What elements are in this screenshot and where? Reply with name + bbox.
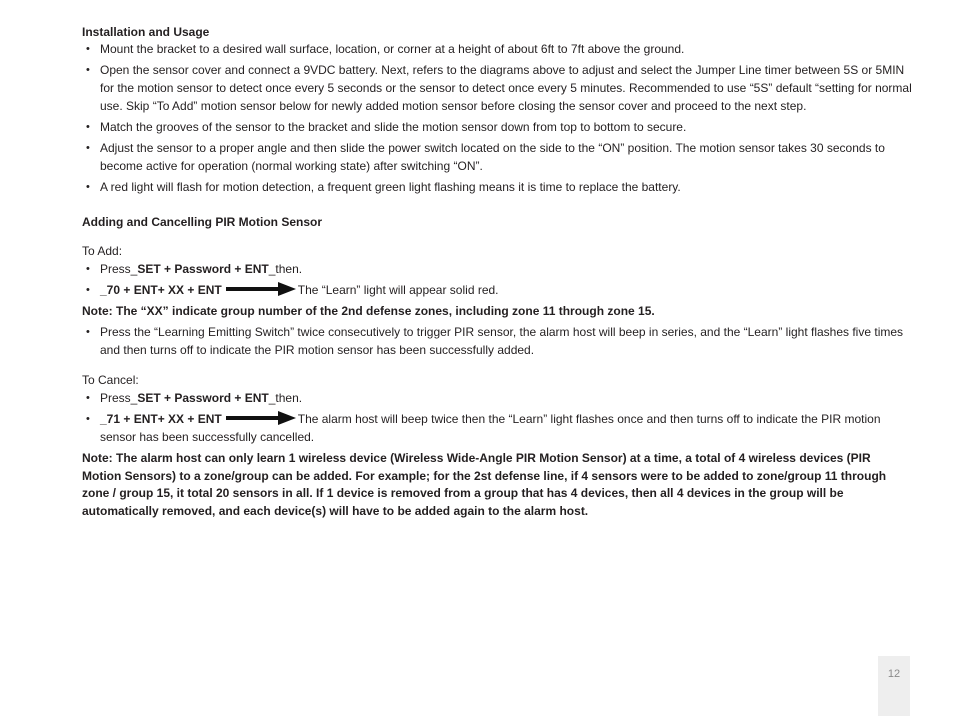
arrow-right-icon <box>226 411 296 425</box>
press-keys: SET + Password + ENT <box>137 262 269 276</box>
list-item: • Match the grooves of the sensor to the bracket and slide the motion sensor down from top to bottom to secure. <box>82 118 912 136</box>
list-item <box>82 281 912 299</box>
pir-heading: Adding and Cancelling PIR Motion Sensor <box>82 215 323 229</box>
press-keys: SET + Password + ENT <box>137 391 269 405</box>
final-note: Note: The alarm host can only learn 1 wireless device (Wireless Wide-Angle PIR Motion Sensor) at a time, a total of 4 wireless devices (PIR Motion Sensors) to a zone/group can be added. For example; for the 2st defense line, if 4 sensors were to be added to zone/group 11 through zone / group 15, it total 20 sensors in all. If 1 device is removed from a group that has 4 devices, then all 4 devices in the group will be automatically removed, and each device(s) will have to be added again to the alarm host. <box>82 451 887 518</box>
installation-heading: Installation and Usage <box>82 25 210 39</box>
document-page <box>82 24 912 520</box>
to-cancel-label: To Cancel: <box>82 373 139 387</box>
cancel-code-result: The alarm host will beep twice then the “Learn” light flashes once and then turns off to indicate the PIR motion sensor has been successfully cancelled. <box>100 412 881 444</box>
xx-note: Note: The “XX” indicate group number of the 2nd defense zones, including zone 11 through zone 15. <box>82 304 655 318</box>
list-item: • Press the “Learning Emitting Switch” twice consecutively to trigger PIR sensor, the alarm host will beep in series, and the “Learn” light flashes five times and then turns off to indicate the PIR motion sensor has been successfully added. <box>82 323 912 359</box>
list-item: • Adjust the sensor to a proper angle and then slide the power switch located on the side to the “ON” position. The motion sensor takes 30 seconds to become active for operation (normal working state) after switching “ON”. <box>82 139 912 175</box>
add-code: _70 + ENT+ XX + ENT <box>100 283 222 297</box>
arrow-right-icon <box>226 282 296 296</box>
list-item <box>82 389 912 407</box>
list-item: • Mount the bracket to a desired wall surface, location, or corner at a height of about 6ft to 7ft above the ground. <box>82 40 912 58</box>
add-list <box>82 260 912 299</box>
press-prefix: Press_ <box>100 391 138 405</box>
list-item <box>82 260 912 278</box>
list-item: • A red light will flash for motion detection, a frequent green light flashing means it is time to replace the battery. <box>82 178 912 196</box>
page-number: 12 <box>878 656 910 716</box>
cancel-list <box>82 389 912 446</box>
installation-list <box>82 40 912 196</box>
press-suffix: _then. <box>268 262 303 276</box>
add-code-result: The “Learn” light will appear solid red. <box>297 283 499 297</box>
trigger-list <box>82 323 912 359</box>
press-suffix: _then. <box>268 391 303 405</box>
pir-section <box>82 214 912 520</box>
to-add-label: To Add: <box>82 244 123 258</box>
cancel-code: _71 + ENT+ XX + ENT <box>100 412 222 426</box>
list-item <box>82 410 912 446</box>
press-prefix: Press_ <box>100 262 138 276</box>
list-item: • Open the sensor cover and connect a 9VDC battery. Next, refers to the diagrams above to adjust and select the Jumper Line timer between 5S or 5MIN for the motion sensor to detect once every 5 seconds or the sensor to detect once every 5 minutes. Recommended to use “5S” default “setting for normal use. Skip “To Add” motion sensor below for newly added motion sensor before closing the sensor cover and proceed to the next step. <box>82 61 912 115</box>
